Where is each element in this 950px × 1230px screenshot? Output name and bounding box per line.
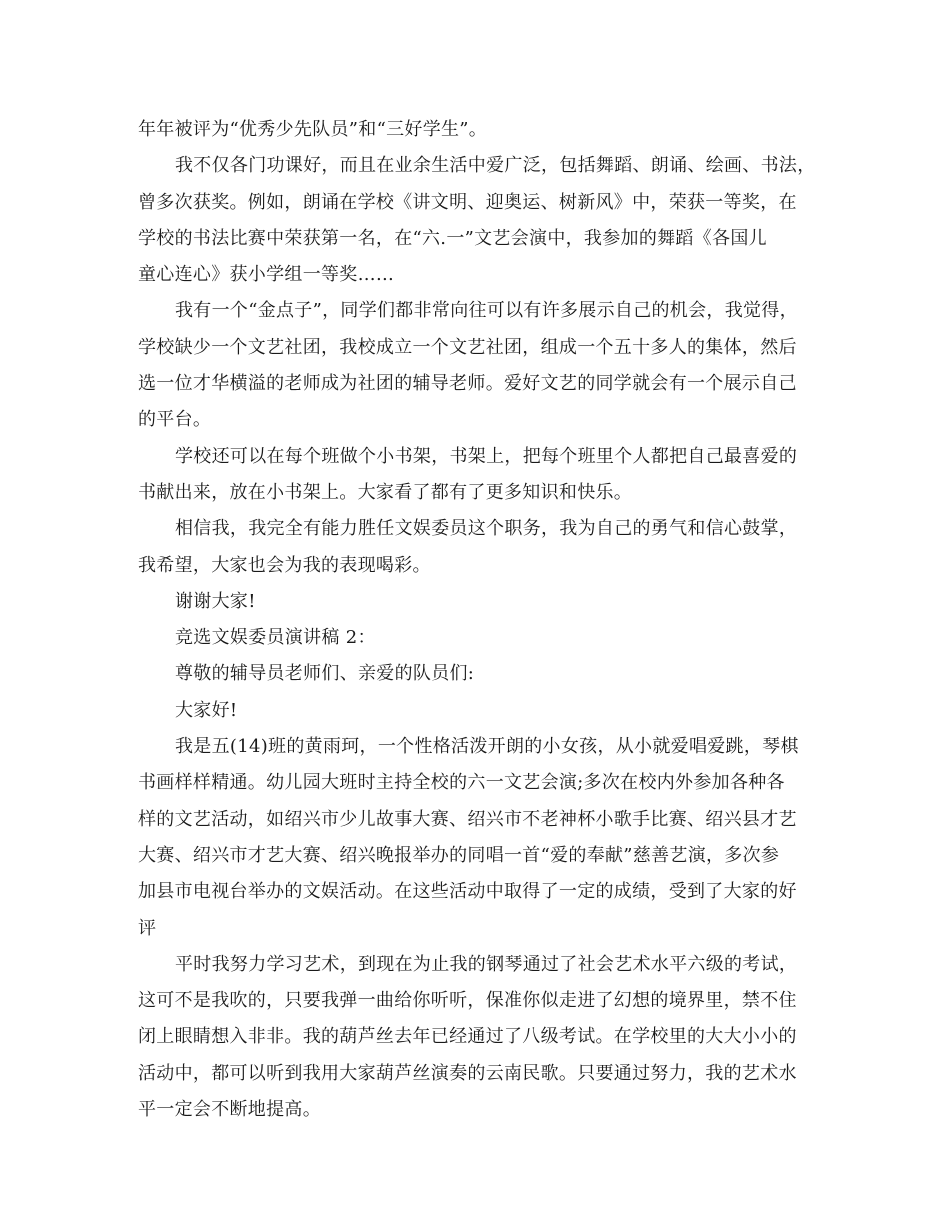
- text-line: 我有一个“金点子”，同学们都非常向往可以有许多展示自己的机会，我觉得，: [175, 300, 798, 322]
- text-line: 书画样样精通。幼儿园大班时主持全校的六一文艺会演;多次在校内外参加各种各: [138, 772, 785, 794]
- text-line: 童心连心》获小学组一等奖……: [138, 264, 395, 286]
- text-line: 平一定会不断地提高。: [138, 1099, 321, 1121]
- text-line: 尊敬的辅导员老师们、亲爱的队员们:: [175, 663, 475, 685]
- text-line: 选一位才华横溢的老师成为社团的辅导老师。爱好文艺的同学就会有一个展示自己: [138, 373, 797, 395]
- text-line: 评: [138, 917, 157, 939]
- text-line: 我是五(14)班的黄雨珂，一个性格活泼开朗的小女孩，从小就爱唱爱跳，琴棋: [175, 736, 799, 758]
- text-line: 学校的书法比赛中荣获第一名，在“六.一”文艺会演中，我参加的舞蹈《各国儿: [138, 227, 767, 249]
- text-line: 我希望，大家也会为我的表现喝彩。: [138, 554, 431, 576]
- text-line: 学校缺少一个文艺社团，我校成立一个文艺社团，组成一个五十多人的集体，然后: [138, 336, 797, 358]
- text-line: 活动中，都可以听到我用大家葫芦丝演奏的云南民歌。只要通过努力，我的艺术水: [138, 1062, 797, 1084]
- text-line: 加县市电视台举办的文娱活动。在这些活动中取得了一定的成绩，受到了大家的好: [138, 881, 797, 903]
- text-line: 这可不是我吹的，只要我弹一曲给你听听，保准你似走进了幻想的境界里，禁不住: [138, 990, 797, 1012]
- document-body: [138, 112, 818, 1128]
- section-heading: 竞选文娱委员演讲稿 2：: [175, 627, 376, 649]
- text-line: 闭上眼睛想入非非。我的葫芦丝去年已经通过了八级考试。在学校里的大大小小的: [138, 1026, 797, 1048]
- text-line: 大家好!: [175, 699, 238, 721]
- text-line: 我不仅各门功课好，而且在业余生活中爱广泛，包括舞蹈、朗诵、绘画、书法，: [175, 155, 816, 177]
- text-line: 年年被评为“优秀少先队员”和“三好学生”。: [138, 119, 488, 140]
- text-line: 的平台。: [138, 409, 212, 431]
- text-line: 书献出来，放在小书架上。大家看了都有了更多知识和快乐。: [138, 481, 633, 503]
- text-line: 样的文艺活动，如绍兴市少儿故事大赛、绍兴市不老神杯小歌手比赛、绍兴县才艺: [138, 808, 797, 830]
- text-line: 学校还可以在每个班做个小书架，书架上，把每个班里个人都把自己最喜爱的: [175, 445, 798, 467]
- text-line: 相信我，我完全有能力胜任文娱委员这个职务，我为自己的勇气和信心鼓掌，: [175, 518, 798, 540]
- text-line: 平时我努力学习艺术，到现在为止我的钢琴通过了社会艺术水平六级的考试，: [175, 953, 798, 975]
- text-line: 谢谢大家!: [175, 590, 256, 612]
- text-line: 大赛、绍兴市才艺大赛、绍兴晚报举办的同唱一首“爱的奉献”慈善艺演，多次参: [138, 844, 780, 866]
- text-line: 曾多次获奖。例如，朗诵在学校《讲文明、迎奥运、树新风》中，荣获一等奖，在: [138, 191, 797, 213]
